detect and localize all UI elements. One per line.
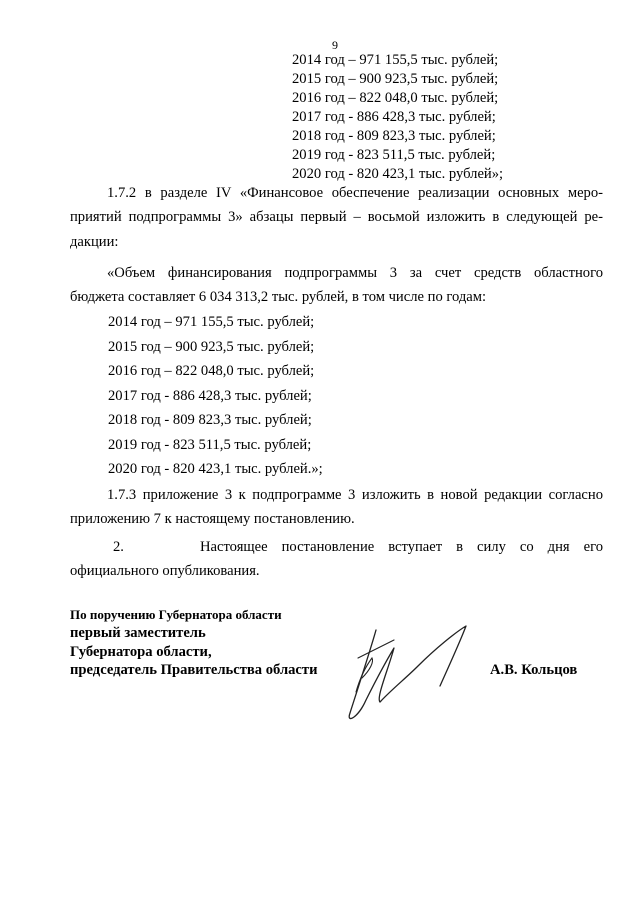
handwritten-signature	[336, 618, 496, 728]
item-2-number: 2.	[113, 539, 124, 555]
list-item: 2020 год - 820 423,1 тыс. рублей.»;	[108, 461, 323, 477]
list-item: 2018 год - 809 823,3 тыс. рублей;	[108, 412, 312, 428]
list-item: 2015 год – 900 923,5 тыс. рублей;	[108, 338, 315, 355]
item-172-line3: дакции:	[70, 234, 119, 250]
quote-year-list	[108, 310, 323, 482]
item-173-line1: 1.7.3 приложение 3 к подпрограмме 3 изложить в новой редакции согласно	[107, 487, 603, 503]
item-2-line2: официального опубликования.	[70, 563, 260, 579]
list-item: 2019 год - 823 511,5 тыс. рублей;	[292, 147, 496, 163]
signer-name: А.В. Кольцов	[490, 662, 578, 678]
list-item: 2014 год – 971 155,5 тыс. рублей;	[292, 52, 499, 68]
list-item: 2020 год - 820 423,1 тыс. рублей»;	[292, 166, 504, 182]
top-year-list	[292, 51, 503, 184]
signature-line-2: первый заместитель	[70, 625, 206, 641]
list-item: 2016 год – 822 048,0 тыс. рублей;	[108, 363, 315, 379]
signature-line-1: По поручению Губернатора области	[70, 607, 282, 622]
list-item: 2019 год - 823 511,5 тыс. рублей;	[108, 436, 312, 453]
item-172-line2: приятий подпрограммы 3» абзацы первый – восьмой изложить в следующей ре-	[70, 209, 603, 225]
list-item: 2017 год - 886 428,3 тыс. рублей;	[292, 109, 496, 125]
item-173-line2: приложению 7 к настоящему постановлению.	[70, 511, 355, 527]
list-item: 2018 год - 809 823,3 тыс. рублей;	[292, 128, 496, 144]
page-number: 9	[332, 38, 338, 52]
list-item: 2016 год – 822 048,0 тыс. рублей;	[292, 90, 499, 106]
signature-line-3: Губернатора области,	[70, 644, 212, 660]
list-item: 2014 год – 971 155,5 тыс. рублей;	[108, 314, 315, 330]
quote-line1: «Объем финансирования подпрограммы 3 за счет средств областного	[107, 265, 603, 281]
list-item: 2015 год – 900 923,5 тыс. рублей;	[292, 71, 499, 87]
item-172-line1: 1.7.2 в разделе IV «Финансовое обеспечение реализации основных меро-	[107, 185, 603, 201]
quote-line2: бюджета составляет 6 034 313,2 тыс. рублей, в том числе по годам:	[70, 289, 487, 305]
item-2-line1: Настоящее постановление вступает в силу со дня его	[200, 539, 603, 555]
list-item: 2017 год - 886 428,3 тыс. рублей;	[108, 387, 312, 404]
signature-line-4: председатель Правительства области	[70, 662, 318, 678]
